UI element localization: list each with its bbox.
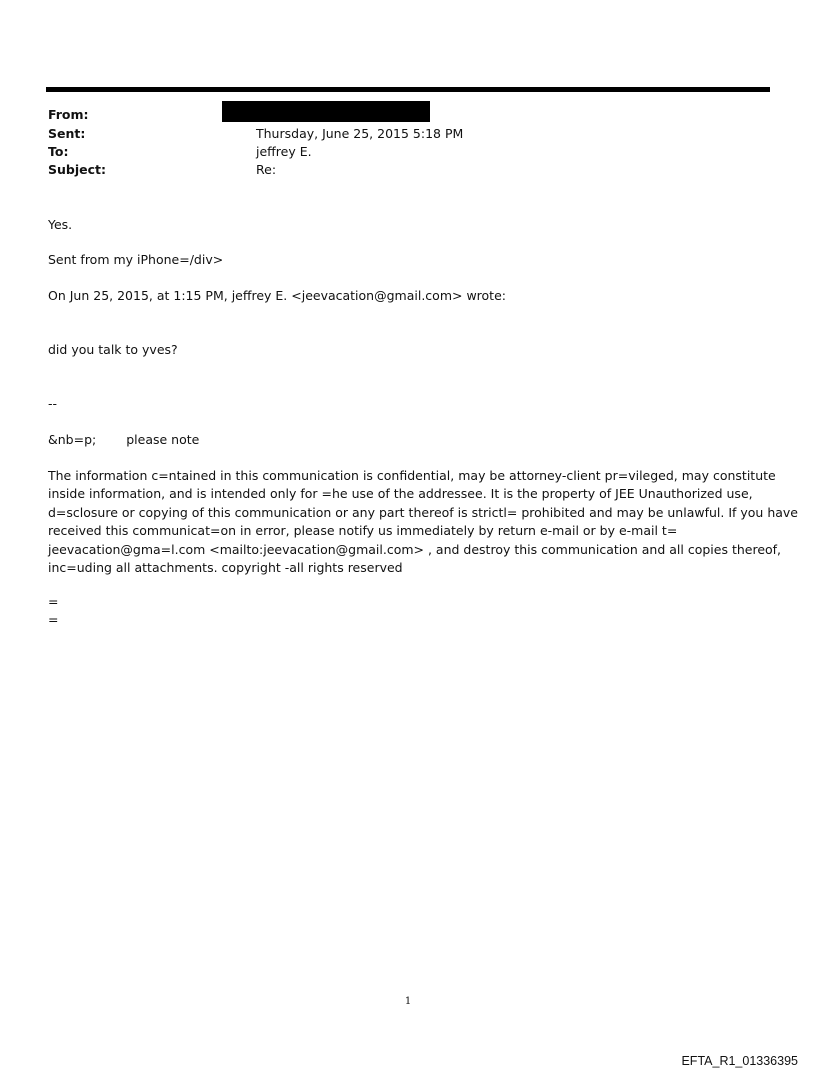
quote-intro: On Jun 25, 2015, at 1:15 PM, jeffrey E. <jeevacation@gmail.com> wrote:	[48, 288, 506, 303]
to-value: jeffrey E.	[256, 144, 312, 159]
signature-text: Sent from my iPhone=/div>	[48, 252, 224, 267]
sent-value: Thursday, June 25, 2015 5:18 PM	[256, 126, 464, 141]
confidentiality-notice	[48, 467, 798, 577]
please-note-line	[48, 431, 199, 449]
redaction-block	[222, 101, 430, 122]
please-note-text: please note	[126, 432, 200, 447]
nbsp-artifact: &nb=p;	[48, 432, 97, 447]
to-label: To:	[48, 144, 69, 159]
equals-artifact: =	[48, 594, 59, 609]
subject-value: Re:	[256, 162, 277, 177]
notice-line: d=sclosure or copying of this communication or any part thereof is strictl= prohibited and may be unlawful. If you have	[48, 504, 798, 520]
sent-label: Sent:	[48, 126, 86, 141]
quoted-message: did you talk to yves?	[48, 342, 178, 357]
reply-text: Yes.	[48, 217, 73, 232]
header-rule	[46, 87, 770, 92]
notice-line: inc=uding all attachments. copyright -all rights reserved	[48, 560, 403, 576]
notice-line: inside information, and is intended only for =he use of the addressee. It is the property of JEE Unauthorized use,	[48, 486, 753, 502]
notice-line: The information c=ntained in this communication is confidential, may be attorney-client pr=vileged, may constitute	[48, 468, 776, 483]
notice-line: jeevacation@gma=l.com <mailto:jeevacation@gmail.com> , and destroy this communication and all copies thereof,	[48, 541, 782, 557]
page-number: 1	[404, 996, 412, 1007]
from-label: From:	[48, 107, 89, 122]
subject-label: Subject:	[48, 162, 106, 177]
signature-separator: --	[48, 396, 58, 411]
equals-artifact: =	[48, 612, 59, 627]
notice-line: received this communicat=on in error, please notify us immediately by return e-mail or by e-mail t=	[48, 523, 678, 539]
bates-number: EFTA_R1_01336395	[681, 1054, 798, 1068]
